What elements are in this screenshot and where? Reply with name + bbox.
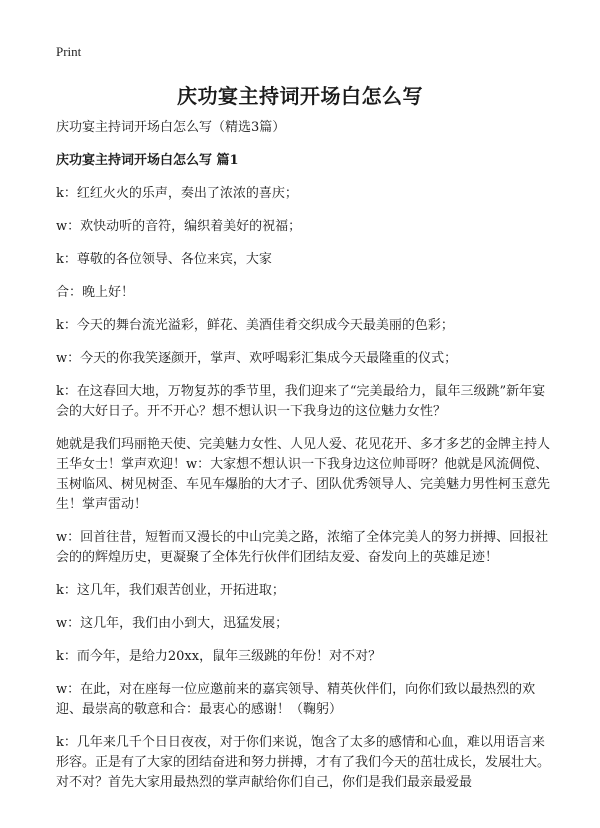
paragraph: k：这几年，我们艰苦创业，开拓进取； bbox=[56, 583, 285, 598]
print-link[interactable]: Print bbox=[56, 44, 82, 59]
paragraph: w：回首往昔，短暂而又漫长的中山完美之路，浓缩了全体完美人的努力拼搏、回报社会的的辉煌历史，更凝聚了全体先行伙伴们团结友爱、奋发向上的英雄足迹！ bbox=[56, 530, 549, 565]
paragraph: w：这几年，我们由小到大，迅猛发展； bbox=[56, 616, 289, 631]
paragraph: k：而今年，是给力20xx，鼠年三级跳的年份！对不对？ bbox=[56, 649, 382, 664]
paragraph: w：在此，对在座每一位应邀前来的嘉宾领导、精英伙伴们，向你们致以最热烈的欢迎、最崇高的敬意和合：最衷心的感谢！（鞠躬） bbox=[56, 682, 536, 717]
section-heading: 庆功宴主持词开场白怎么写 篇1 bbox=[56, 153, 239, 168]
paragraph: 她就是我们玛丽艳天使、完美魅力女性、人见人爱、花见花开、多才多艺的金牌主持人王华女士！掌声欢迎！w：大家想不想认识一下我身边这位帅哥呀？他就是风流倜傥、玉树临风、树见树歪、车见车爆胎的大才子、团队优秀领导人、完美魅力男性柯玉意先生！掌声雷动！ bbox=[56, 437, 551, 512]
paragraph: w：今天的你我笑逐颜开，掌声、欢呼喝彩汇集成今天最隆重的仪式； bbox=[56, 351, 458, 366]
paragraph: k：今天的舞台流光溢彩，鲜花、美酒佳肴交织成今天最美丽的色彩； bbox=[56, 318, 454, 333]
paragraph: k：红红火火的乐声，奏出了浓浓的喜庆； bbox=[56, 186, 298, 201]
paragraph: k：在这春回大地，万物复苏的季节里，我们迎来了“完美最给力，鼠年三级跳”新年宴会的大好日子。开不开心？想不想认识一下我身边的这位魅力女性？ bbox=[56, 384, 546, 419]
document-body bbox=[56, 118, 552, 806]
paragraph: k：尊敬的各位领导、各位来宾，大家 bbox=[56, 252, 272, 267]
paragraph: k：几年来几千个日日夜夜，对于你们来说，饱含了太多的感情和心血，难以用语言来形容。正是有了大家的团结奋进和努力拼搏，才有了我们今天的茁壮成长，发展壮大。对不对？首先大家用最热烈的掌声献给你们自己，你们是我们最亲最爱最 bbox=[56, 735, 551, 790]
paragraph: w：欢快动听的音符，编织着美好的祝福； bbox=[56, 219, 302, 234]
paragraph: 合：晚上好！ bbox=[56, 285, 135, 300]
page-title: 庆功宴主持词开场白怎么写 bbox=[177, 84, 423, 108]
document-subtitle: 庆功宴主持词开场白怎么写（精选3篇） bbox=[56, 120, 286, 135]
